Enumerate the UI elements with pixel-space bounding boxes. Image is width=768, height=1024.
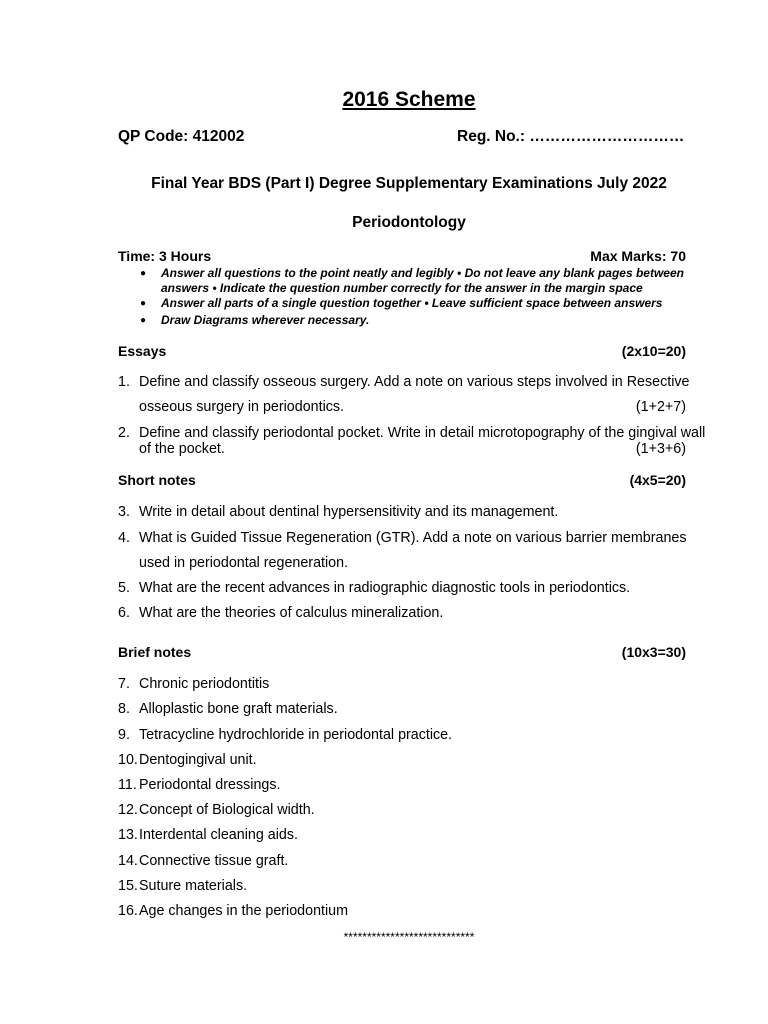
question-text: What are the recent advances in radiographic diagnostic tools in periodontics.: [139, 580, 631, 596]
question-text: Tetracycline hydrochloride in periodontal practice.: [139, 727, 453, 743]
question-number: 9.: [118, 727, 130, 743]
question-number: 5.: [118, 580, 130, 596]
qp-code: QP Code: 412002: [118, 128, 245, 145]
question-number: 8.: [118, 701, 130, 717]
scheme-title: 2016 Scheme: [342, 88, 476, 111]
question-text: What is Guided Tissue Regeneration (GTR). Add a note on various barrier membranes: [139, 530, 687, 546]
question-text: Concept of Biological width.: [139, 802, 315, 818]
instruction-2: Answer all parts of a single question together • Leave sufficient space between answers: [161, 296, 663, 310]
question-number: 12.: [118, 802, 138, 818]
instruction-3: Draw Diagrams wherever necessary.: [161, 313, 370, 327]
question-text: Define and classify osseous surgery. Add a note on various steps involved in Resective: [139, 374, 690, 390]
section-marks-short-notes: (4x5=20): [629, 472, 686, 488]
question-text: What are the theories of calculus mineralization.: [139, 605, 444, 621]
question-number: 1.: [118, 374, 130, 390]
max-marks: Max Marks: 70: [590, 248, 686, 264]
question-text: Age changes in the periodontium: [139, 903, 349, 919]
bullet-icon: ●: [140, 268, 147, 279]
question-marks: (1+2+7): [635, 399, 686, 415]
question-number: 7.: [118, 676, 130, 692]
question-text: Interdental cleaning aids.: [139, 827, 298, 843]
question-text-cont: used in periodontal regeneration.: [139, 555, 349, 571]
question-number: 10.: [118, 752, 138, 768]
question-text: Write in detail about dentinal hypersensitivity and its management.: [139, 504, 559, 520]
section-title-brief-notes: Brief notes: [118, 644, 192, 660]
question-number: 15.: [118, 878, 138, 894]
question-number: 16.: [118, 903, 138, 919]
time-allowed: Time: 3 Hours: [118, 248, 212, 264]
question-text: Define and classify periodontal pocket. Write in detail microtopography of the gingival wall: [139, 425, 706, 441]
question-text: Dentogingival unit.: [139, 752, 257, 768]
question-number: 13.: [118, 827, 138, 843]
subject-title: Periodontology: [352, 214, 466, 231]
exam-title: Final Year BDS (Part I) Degree Supplementary Examinations July 2022: [151, 175, 667, 192]
instruction-1-line-a: Answer all questions to the point neatly and legibly • Do not leave any blank pages between: [161, 266, 684, 280]
section-title-short-notes: Short notes: [118, 472, 196, 488]
reg-no: Reg. No.: …………………………: [457, 128, 685, 145]
question-text: Alloplastic bone graft materials.: [139, 701, 338, 717]
question-number: 6.: [118, 605, 130, 621]
question-text: Periodontal dressings.: [139, 777, 281, 793]
question-number: 14.: [118, 853, 138, 869]
end-separator: ****************************: [343, 930, 475, 944]
question-marks: (1+3+6): [635, 441, 686, 457]
question-text-cont: osseous surgery in periodontics.: [139, 399, 345, 415]
question-number: 11.: [118, 777, 137, 793]
question-text-cont: of the pocket.: [139, 441, 225, 457]
instruction-1-line-b: answers • Indicate the question number correctly for the answer in the margin space: [161, 281, 643, 295]
question-text: Suture materials.: [139, 878, 248, 894]
section-marks-essays: (2x10=20): [621, 343, 686, 359]
section-marks-brief-notes: (10x3=30): [621, 644, 686, 660]
question-number: 2.: [118, 425, 130, 441]
question-text: Connective tissue graft.: [139, 853, 289, 869]
question-number: 3.: [118, 504, 130, 520]
question-number: 4.: [118, 530, 130, 546]
question-text: Chronic periodontitis: [139, 676, 270, 692]
section-title-essays: Essays: [118, 343, 167, 359]
instruction-1: [161, 266, 701, 296]
bullet-icon: ●: [140, 298, 147, 309]
bullet-icon: ●: [140, 315, 147, 326]
